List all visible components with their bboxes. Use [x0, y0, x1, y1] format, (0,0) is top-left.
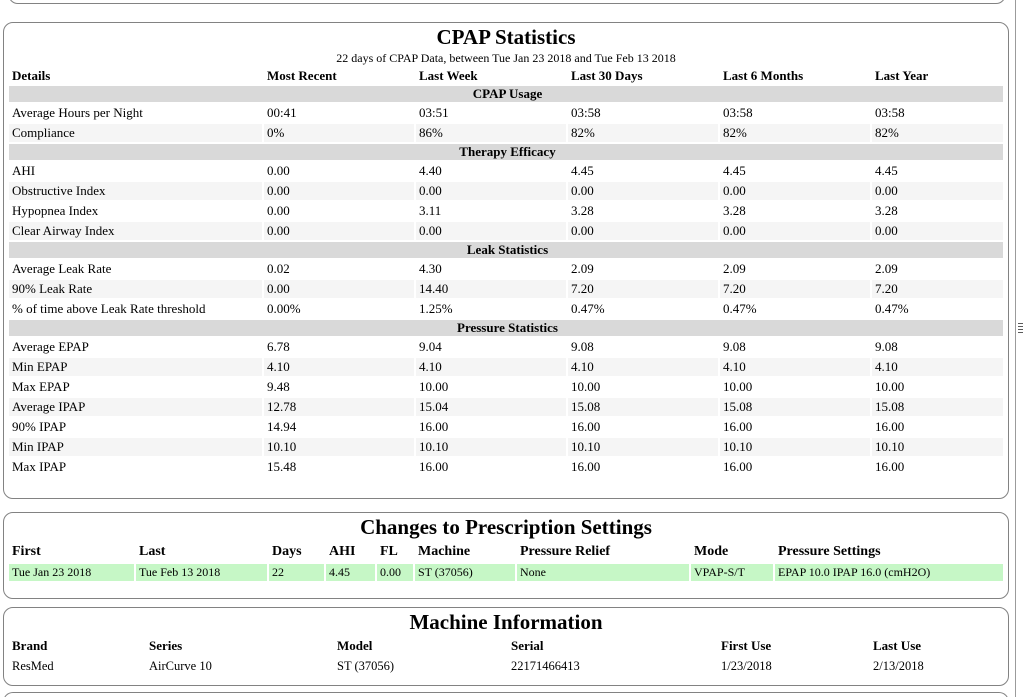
stat-row [9, 104, 1003, 122]
stat-value: 0.00 [568, 182, 718, 200]
stat-row [9, 182, 1003, 200]
column-header: Most Recent [267, 68, 337, 83]
stat-value: 0.00 [720, 222, 870, 240]
stat-label: Average EPAP [9, 338, 262, 356]
cpap-statistics-panel [3, 22, 1009, 499]
stat-value: 16.00 [416, 418, 566, 436]
stat-label: Obstructive Index [9, 182, 262, 200]
stat-row [9, 300, 1003, 318]
stat-value: 15.48 [264, 458, 414, 476]
stat-value: 4.10 [568, 358, 718, 376]
stat-row [9, 222, 1003, 240]
prescription-cell: 0.00 [377, 564, 413, 581]
stat-value: 0.47% [568, 300, 718, 318]
stat-value: 0.00 [568, 222, 718, 240]
column-header: AHI [329, 544, 356, 559]
stat-value: 16.00 [720, 458, 870, 476]
stat-value: 10.10 [720, 438, 870, 456]
stat-value: 3.11 [416, 202, 566, 220]
column-header: Last 30 Days [571, 68, 643, 83]
stat-value: 16.00 [416, 458, 566, 476]
stat-value: 1.25% [416, 300, 566, 318]
stat-value: 82% [720, 124, 870, 142]
machine-table [7, 635, 1005, 677]
stat-value: 15.08 [720, 398, 870, 416]
stat-label: Max IPAP [9, 458, 262, 476]
machine-cell: AirCurve 10 [149, 658, 212, 673]
stat-label: 90% Leak Rate [9, 280, 262, 298]
column-header: Series [149, 638, 183, 653]
stat-label: Max EPAP [9, 378, 262, 396]
stat-row [9, 162, 1003, 180]
stat-value: 16.00 [872, 418, 1003, 436]
prescription-cell: 22 [269, 564, 324, 581]
stat-value: 10.00 [568, 378, 718, 396]
stat-value: 4.10 [416, 358, 566, 376]
column-header: Pressure Settings [778, 544, 881, 559]
stat-value: 9.08 [872, 338, 1003, 356]
stat-value: 0.00 [264, 222, 414, 240]
machine-row [9, 657, 1003, 675]
stat-label: Average Hours per Night [9, 104, 262, 122]
stat-value: 10.00 [416, 378, 566, 396]
prescription-cell: VPAP-S/T [691, 564, 773, 581]
stat-value: 82% [872, 124, 1003, 142]
stat-label: Average IPAP [9, 398, 262, 416]
stat-value: 15.08 [872, 398, 1003, 416]
stat-label: Clear Airway Index [9, 222, 262, 240]
stat-value: 16.00 [720, 418, 870, 436]
stat-value: 0.00% [264, 300, 414, 318]
stat-label: Min IPAP [9, 438, 262, 456]
column-header: Mode [694, 544, 729, 559]
column-header: Last Use [873, 638, 922, 653]
stat-value: 0% [264, 124, 414, 142]
stat-label: Min EPAP [9, 358, 262, 376]
machine-cell: 1/23/2018 [721, 658, 772, 673]
machine-cell: 22171466413 [511, 658, 580, 673]
stat-row [9, 378, 1003, 396]
stat-row [9, 418, 1003, 436]
stat-value: 10.10 [872, 438, 1003, 456]
stat-value: 86% [416, 124, 566, 142]
stat-row [9, 280, 1003, 298]
stat-value: 9.08 [568, 338, 718, 356]
stat-value: 10.00 [720, 378, 870, 396]
stat-value: 2.09 [720, 260, 870, 278]
sidebar-splitter[interactable] [1015, 0, 1024, 697]
stat-row [9, 202, 1003, 220]
column-header: Serial [511, 638, 544, 653]
stat-value: 4.10 [872, 358, 1003, 376]
stat-value: 0.00 [872, 182, 1003, 200]
stat-value: 03:51 [416, 104, 566, 122]
stat-value: 4.45 [872, 162, 1003, 180]
machine-cell: ST (37056) [337, 658, 395, 673]
machine-cell: ResMed [12, 658, 54, 673]
machine-information-title: Machine Information [409, 610, 603, 634]
column-header: Last Week [419, 68, 478, 83]
cpap-statistics-subtitle: 22 days of CPAP Data, between Tue Jan 23 2018 and Tue Feb 13 2018 [336, 51, 676, 65]
section-row [9, 86, 1003, 102]
stats-table [7, 66, 1005, 478]
stat-value: 16.00 [568, 458, 718, 476]
prescription-cell: 4.45 [326, 564, 375, 581]
section-row [9, 242, 1003, 258]
section-header: Therapy Efficacy [9, 144, 1003, 160]
machine-information-panel [3, 607, 1009, 686]
column-header: Last [139, 544, 166, 559]
column-header: FL [380, 544, 398, 559]
column-header: Machine [418, 544, 471, 559]
partial-panel-bottom [3, 692, 1009, 697]
prescription-table [7, 540, 1005, 583]
stat-value: 3.28 [872, 202, 1003, 220]
stat-value: 9.08 [720, 338, 870, 356]
stat-value: 4.10 [720, 358, 870, 376]
stat-label: Compliance [9, 124, 262, 142]
section-header: CPAP Usage [9, 86, 1003, 102]
header-row [9, 68, 1003, 84]
header-row [9, 542, 1003, 562]
stat-value: 0.00 [264, 182, 414, 200]
prescription-changes-title: Changes to Prescription Settings [360, 515, 652, 539]
section-header: Pressure Statistics [9, 320, 1003, 336]
column-header: Brand [12, 638, 48, 653]
column-header: Last 6 Months [723, 68, 804, 83]
stat-value: 0.02 [264, 260, 414, 278]
prescription-cell: Tue Feb 13 2018 [136, 564, 267, 581]
stat-value: 16.00 [568, 418, 718, 436]
column-header: First Use [721, 638, 772, 653]
header-row [9, 637, 1003, 655]
stat-value: 82% [568, 124, 718, 142]
stat-label: AHI [9, 162, 262, 180]
stat-value: 14.94 [264, 418, 414, 436]
prescription-cell: None [517, 564, 689, 581]
stat-value: 7.20 [872, 280, 1003, 298]
stat-value: 16.00 [872, 458, 1003, 476]
column-header: First [12, 544, 41, 559]
stat-row [9, 124, 1003, 142]
stat-value: 6.78 [264, 338, 414, 356]
section-header: Leak Statistics [9, 242, 1003, 258]
stat-value: 0.00 [720, 182, 870, 200]
stat-value: 0.00 [872, 222, 1003, 240]
stat-value: 10.00 [872, 378, 1003, 396]
prescription-changes-panel [3, 512, 1009, 599]
column-header: Days [272, 544, 302, 559]
stat-value: 03:58 [872, 104, 1003, 122]
column-header: Model [337, 638, 373, 653]
stat-value: 0.47% [872, 300, 1003, 318]
stat-value: 3.28 [568, 202, 718, 220]
column-header: Last Year [875, 68, 929, 83]
stat-value: 4.30 [416, 260, 566, 278]
stat-value: 7.20 [568, 280, 718, 298]
prescription-cell: Tue Jan 23 2018 [9, 564, 134, 581]
stat-value: 4.10 [264, 358, 414, 376]
stat-row [9, 358, 1003, 376]
stat-value: 4.45 [568, 162, 718, 180]
stat-label: % of time above Leak Rate threshold [9, 300, 262, 318]
section-row [9, 144, 1003, 160]
stat-row [9, 338, 1003, 356]
stat-value: 0.00 [264, 202, 414, 220]
stat-value: 10.10 [264, 438, 414, 456]
stat-row [9, 260, 1003, 278]
stat-value: 4.40 [416, 162, 566, 180]
stat-label: Average Leak Rate [9, 260, 262, 278]
prescription-row [9, 564, 1003, 581]
column-header: Details [12, 68, 51, 83]
stat-value: 0.00 [416, 182, 566, 200]
stat-row [9, 398, 1003, 416]
stat-row [9, 458, 1003, 476]
stat-value: 00:41 [264, 104, 414, 122]
stat-value: 2.09 [872, 260, 1003, 278]
stat-value: 9.48 [264, 378, 414, 396]
stat-row [9, 438, 1003, 456]
stat-value: 3.28 [720, 202, 870, 220]
stat-value: 0.00 [264, 162, 414, 180]
stat-value: 10.10 [568, 438, 718, 456]
stat-value: 14.40 [416, 280, 566, 298]
machine-cell: 2/13/2018 [873, 658, 924, 673]
stat-value: 03:58 [568, 104, 718, 122]
prescription-cell: ST (37056) [415, 564, 515, 581]
stat-value: 0.00 [416, 222, 566, 240]
column-header: Pressure Relief [520, 544, 611, 559]
stat-value: 15.08 [568, 398, 718, 416]
stat-value: 15.04 [416, 398, 566, 416]
stat-value: 0.47% [720, 300, 870, 318]
stat-label: 90% IPAP [9, 418, 262, 436]
partial-panel-top [8, 0, 1006, 4]
section-row [9, 320, 1003, 336]
stat-value: 9.04 [416, 338, 566, 356]
splitter-grip-icon [1018, 323, 1023, 334]
stat-value: 0.00 [264, 280, 414, 298]
stat-label: Hypopnea Index [9, 202, 262, 220]
stat-value: 10.10 [416, 438, 566, 456]
stat-value: 03:58 [720, 104, 870, 122]
cpap-statistics-title: CPAP Statistics [436, 25, 576, 49]
stat-value: 7.20 [720, 280, 870, 298]
stat-value: 4.45 [720, 162, 870, 180]
prescription-cell: EPAP 10.0 IPAP 16.0 (cmH2O) [775, 564, 1003, 581]
stat-value: 2.09 [568, 260, 718, 278]
stat-value: 12.78 [264, 398, 414, 416]
